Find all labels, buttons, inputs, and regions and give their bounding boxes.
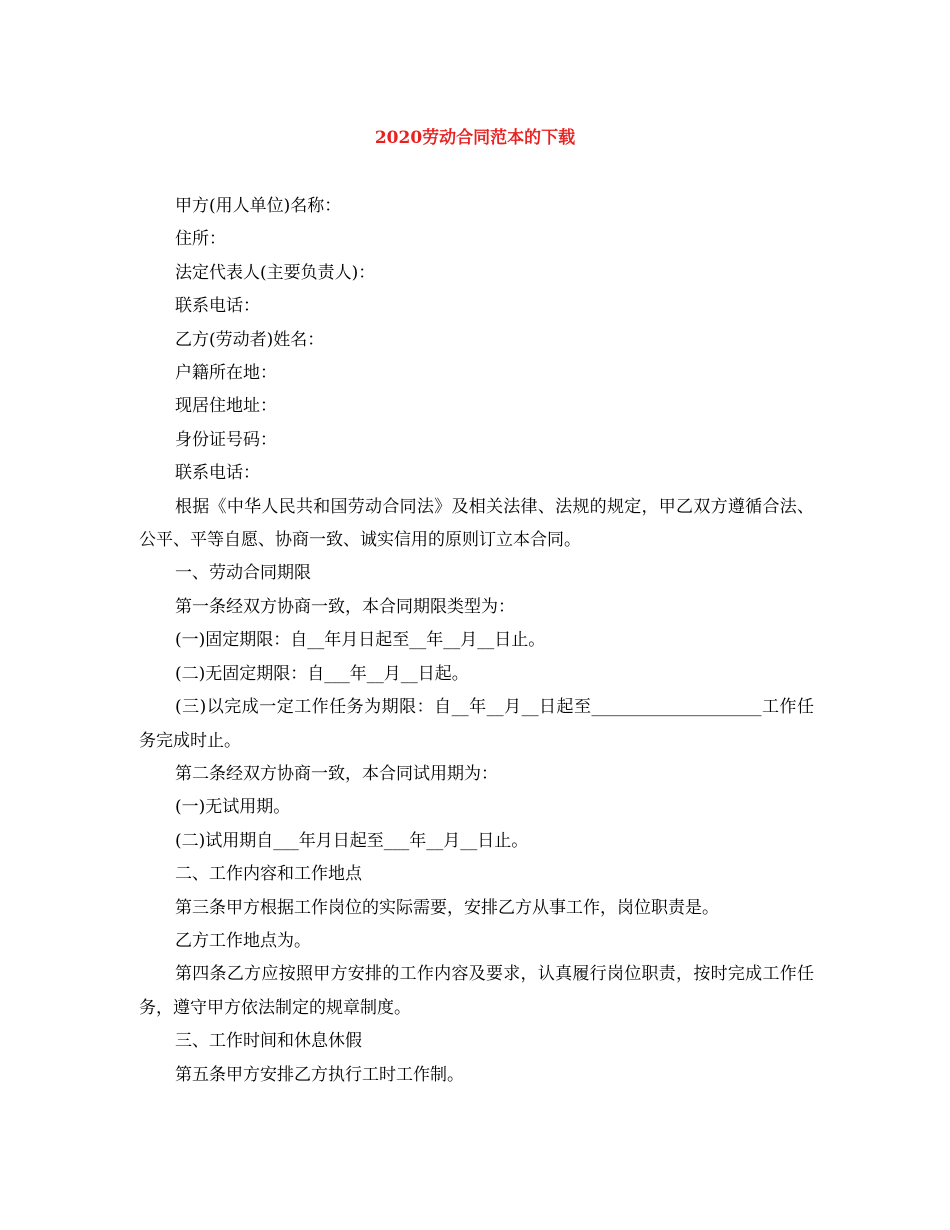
document-body (139, 190, 814, 1092)
paragraph-clause: (二)试用期自___年月日起至___年__月__日止。 (175, 830, 529, 851)
paragraph-article: 第二条经双方协商一致，本合同试用期为： (175, 763, 498, 784)
section-heading: 二、工作内容和工作地点 (175, 864, 362, 885)
paragraph-current-address: 现居住地址： (175, 396, 277, 417)
paragraph-id-number: 身份证号码： (175, 429, 277, 450)
paragraph-household-registration: 户籍所在地： (175, 363, 277, 384)
paragraph-article: 第四条乙方应按照甲方安排的工作内容及要求，认真履行岗位职责，按时完成工作任务，遵守甲方依法制定的规章制度。 (139, 964, 814, 1018)
paragraph-employee-name: 乙方(劳动者)姓名： (175, 329, 325, 350)
paragraph-employee-phone: 联系电话： (175, 463, 260, 484)
paragraph-employer-address: 住所： (175, 229, 226, 250)
paragraph-clause: (一)固定期限：自__年月日起至__年__月__日止。 (175, 630, 546, 651)
paragraph-article: 第一条经双方协商一致，本合同期限类型为： (175, 596, 515, 617)
paragraph-clause: (二)无固定期限：自___年__月__日起。 (175, 663, 469, 684)
document-title: 2020劳动合同范本的下载 (374, 128, 576, 148)
section-heading: 一、劳动合同期限 (175, 563, 311, 584)
paragraph-preamble: 根据《中华人民共和国劳动合同法》及相关法律、法规的规定，甲乙双方遵循合法、公平、平等自愿、协商一致、诚实信用的原则订立本合同。 (139, 496, 814, 551)
paragraph-clause: 乙方工作地点为。 (175, 930, 311, 951)
paragraph-clause: (三)以完成一定工作任务为期限：自__年__月__日起至____________________工作任务完成时止。 (139, 697, 814, 751)
section-heading: 三、工作时间和休息休假 (175, 1031, 362, 1052)
paragraph-legal-representative: 法定代表人(主要负责人)： (175, 262, 376, 283)
paragraph-clause: (一)无试用期。 (175, 797, 291, 818)
paragraph-employer-phone: 联系电话： (175, 296, 260, 317)
paragraph-employer-name: 甲方(用人单位)名称： (175, 196, 342, 216)
paragraph-article: 第五条甲方安排乙方执行工时工作制。 (175, 1064, 464, 1085)
paragraph-article: 第三条甲方根据工作岗位的实际需要，安排乙方从事工作，岗位职责是。 (175, 897, 719, 918)
